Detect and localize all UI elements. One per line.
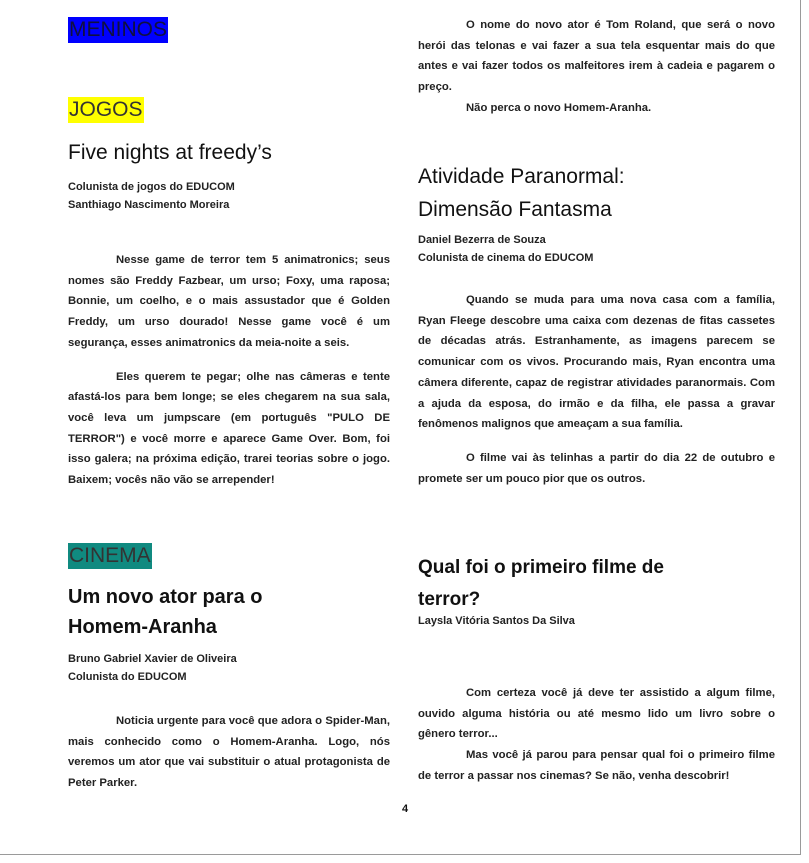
article-body-homem-aranha bbox=[68, 711, 390, 794]
paragraph: O nome do novo ator é Tom Roland, que será o novo herói das telonas e vai fazer a sua tela esquentar mais do que antes e vai fazer todos os malfeitores irem à cadeia e pagarem o preço. bbox=[418, 19, 775, 94]
paragraph: Eles querem te pegar; olhe nas câmeras e tente afastá-los para bem longe; se eles chegarem na sua sala, você leva um jumpscare (em português "PULO DE TERROR") e você morre e aparece Game Over. Bom, foi isso galera; na próxima edição, trarei teorias sobre o jogo. Baixem; vocês não vão se arrepender! bbox=[68, 370, 390, 487]
title-line: Um novo ator para o bbox=[68, 586, 263, 608]
paragraph: Nesse game de terror tem 5 animatronics; seus nomes são Freddy Fazbear, um urso; Foxy, uma raposa; Bonnie, um coelho, e o mais assustador que é Golden Freddy, um urso dourado! Nesse game você é um segurança, esses animatronics da meia-noite a seis. bbox=[68, 254, 390, 349]
article-title-atividade bbox=[418, 160, 775, 226]
article-title-homem-aranha bbox=[68, 582, 390, 642]
article-body-homem-aranha-continued bbox=[418, 15, 775, 119]
title-line: Homem-Aranha bbox=[68, 616, 217, 638]
paragraph: Mas você já parou para pensar qual foi o primeiro filme de terror a passar nos cinemas? Se não, venha descobrir! bbox=[418, 749, 775, 782]
article-byline-homem-aranha bbox=[68, 650, 390, 686]
article-byline-primeiro-filme bbox=[418, 612, 775, 630]
paragraph: Não perca o novo Homem-Aranha. bbox=[466, 101, 652, 114]
byline-line: Daniel Bezerra de Souza bbox=[418, 234, 546, 246]
article-byline-atividade bbox=[418, 231, 775, 267]
title-line: Qual foi o primeiro filme de bbox=[418, 557, 664, 578]
title-line: Dimensão Fantasma bbox=[418, 198, 612, 221]
paragraph: O filme vai às telinhas a partir do dia 22 de outubro e promete ser um pouco pior que os outros. bbox=[418, 451, 775, 485]
article-title-primeiro-filme bbox=[418, 552, 775, 616]
article-body-atividade bbox=[418, 290, 775, 489]
paragraph: Quando se muda para uma nova casa com a família, Ryan Fleege descobre uma caixa com dezenas de fitas cassetes de décadas atrás. Estranhamente, as imagens parecem se comunicar com os vivos. Procurando mais, Ryan encontra uma câmera diferente, capaz de registrar atividades paranormais. Com a ajuda da esposa, do irmão e da filha, ele passa a gravar fenômenos malignos que ameaçam a sua família. bbox=[418, 294, 775, 431]
byline-line: Colunista de jogos do EDUCOM bbox=[68, 181, 235, 193]
byline-line: Santhiago Nascimento Moreira bbox=[68, 199, 230, 211]
article-title-fnaf: Five nights at freedy’s bbox=[68, 141, 272, 164]
title-line: terror? bbox=[418, 589, 481, 610]
section-tag-cinema: CINEMA bbox=[69, 544, 151, 567]
byline-line: Laysla Vitória Santos Da Silva bbox=[418, 615, 575, 627]
title-line: Atividade Paranormal: bbox=[418, 165, 625, 188]
section-tag-jogos: JOGOS bbox=[69, 98, 143, 121]
paragraph: Noticia urgente para você que adora o Spider-Man, mais conhecido como o Homem-Aranha. Logo, nós veremos um ator que vai substituir o atual protagonista de Peter Parker. bbox=[68, 715, 390, 790]
section-tag-meninos: MENINOS bbox=[69, 18, 168, 41]
page-number: 4 bbox=[402, 803, 409, 815]
article-body-primeiro-filme bbox=[418, 683, 775, 787]
paragraph: Com certeza você já deve ter assistido a algum filme, ouvido alguma história ou até mesmo lido um livro sobre o gênero terror... bbox=[418, 687, 775, 741]
byline-line: Bruno Gabriel Xavier de Oliveira bbox=[68, 653, 237, 665]
byline-line: Colunista de cinema do EDUCOM bbox=[418, 252, 594, 264]
byline-line: Colunista do EDUCOM bbox=[68, 671, 187, 683]
article-body-fnaf bbox=[68, 250, 390, 491]
article-byline-fnaf bbox=[68, 178, 390, 214]
